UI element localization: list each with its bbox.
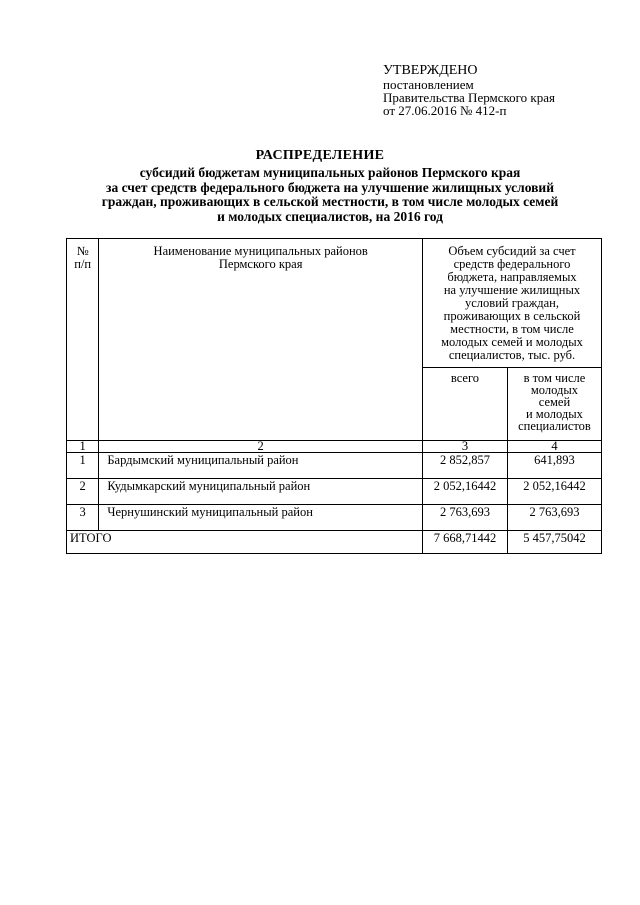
summary-young: 5 457,75042	[507, 531, 601, 554]
row-num: 1	[67, 453, 99, 479]
table-row	[67, 505, 602, 531]
header-young-line: и молодых	[525, 407, 583, 421]
header-young-line: в том числе	[523, 371, 586, 385]
document-subtitle	[60, 166, 600, 224]
header-num-line: №	[76, 244, 89, 258]
header-name-line: Наименование муниципальных районов	[153, 244, 368, 258]
approval-heading: УТВЕРЖДЕНО	[383, 63, 478, 78]
subtitle-line: граждан, проживающих в сельской местности, в том числе молодых семей	[101, 194, 559, 209]
row-num: 3	[67, 505, 99, 531]
summary-row	[67, 531, 602, 554]
header-volume-line: Объем субсидий за счет	[448, 244, 576, 258]
header-young-line: молодых	[530, 383, 579, 397]
approval-line: постановлением	[383, 77, 474, 92]
header-young-line: специалистов	[518, 419, 591, 433]
header-volume-line: молодых семей и молодых	[441, 335, 583, 349]
header-volume-line: специалистов, тыс. руб.	[448, 348, 576, 362]
header-volume-line: условий граждан,	[465, 296, 559, 310]
table-header-row	[67, 239, 602, 368]
header-volume-line: местности, в том числе	[450, 322, 574, 336]
row-total: 2 052,16442	[422, 479, 507, 505]
header-young	[507, 368, 601, 441]
header-volume-line: на улучшение жилищных	[443, 283, 581, 297]
table-row	[67, 479, 602, 505]
header-volume-line: проживающих в сельской	[443, 309, 581, 323]
header-volume-line: средств федерального	[453, 257, 571, 271]
subtitle-line: и молодых специалистов, на 2016 год	[217, 208, 443, 224]
summary-total: 7 668,71442	[422, 531, 507, 554]
header-num-line: п/п	[74, 257, 92, 271]
column-index: 2	[99, 441, 423, 453]
row-name: Кудымкарский муниципальный район	[99, 479, 423, 505]
subtitle-line: за счет средств федерального бюджета на улучшение жилищных условий	[106, 179, 554, 195]
row-total: 2 763,693	[422, 505, 507, 531]
header-name	[99, 239, 423, 441]
row-young: 641,893	[507, 453, 601, 479]
header-name-line: Пермского края	[218, 257, 303, 271]
approval-line: Правительства Пермского края	[383, 90, 555, 105]
column-index: 1	[67, 441, 99, 453]
row-young: 2 052,16442	[507, 479, 601, 505]
column-index-row	[67, 441, 602, 453]
header-total: всего	[422, 368, 507, 441]
row-num: 2	[67, 479, 99, 505]
row-name: Бардымский муниципальный район	[99, 453, 423, 479]
document-title: РАСПРЕДЕЛЕНИЕ	[255, 148, 385, 163]
distribution-table	[66, 238, 602, 554]
row-young: 2 763,693	[507, 505, 601, 531]
subtitle-line: субсидий бюджетам муниципальных районов Пермского края	[139, 165, 521, 180]
column-index: 4	[507, 441, 601, 453]
header-num	[67, 239, 99, 441]
header-volume-line: бюджета, направляемых	[447, 270, 577, 284]
header-volume	[422, 239, 601, 368]
column-index: 3	[422, 441, 507, 453]
approval-block	[383, 63, 555, 117]
header-young-line: семей	[538, 395, 571, 409]
row-name: Чернушинский муниципальный район	[99, 505, 423, 531]
table-row	[67, 453, 602, 479]
summary-label: ИТОГО	[67, 531, 423, 554]
row-total: 2 852,857	[422, 453, 507, 479]
approval-line: от 27.06.2016 № 412-п	[383, 103, 507, 118]
